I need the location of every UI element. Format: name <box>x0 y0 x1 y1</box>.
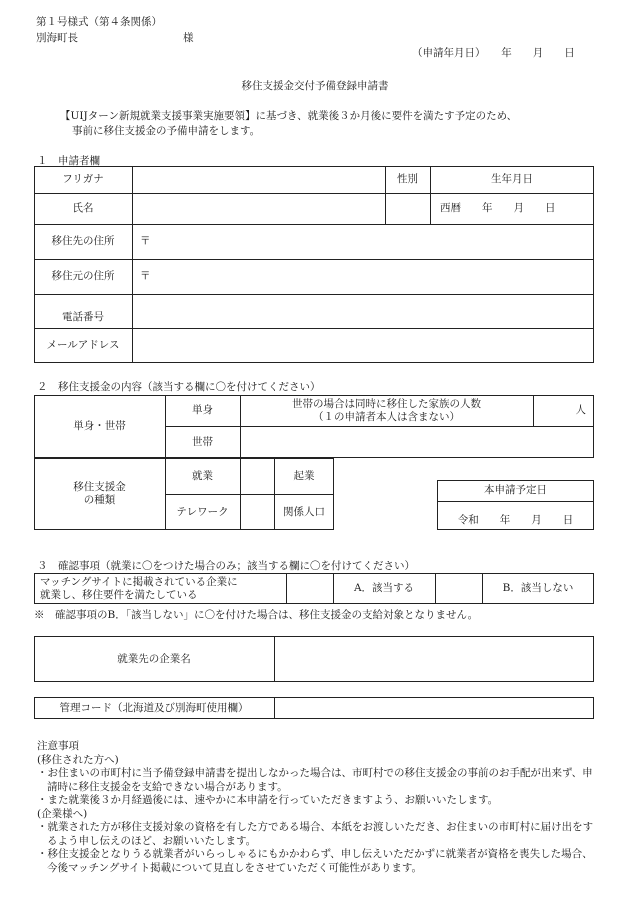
notes-bullet-4: ・移住支援金となりうる就業者がいらっしゃるにもかかわらず、申し伝えいただかずに就業者が資格を喪失した場合、今後マッチングサイト掲載について見直しをさせていただく可能性があります。 <box>37 848 593 874</box>
family-note-line-2: （１の申請者本人は含まない） <box>313 410 460 423</box>
new-address-label: 移住先の住所 <box>51 235 115 247</box>
family-count-field[interactable]: 人 <box>575 404 586 416</box>
scheduled-date-label: 本申請予定日 <box>484 484 547 496</box>
notes-bullet-3: ・就業された方が移住支援対象の資格を有した方である場合、本紙をお渡しいただき、お住まいの市町村に届け出をするよう申し伝えのほど、お願いいたします。 <box>37 821 594 847</box>
section2-heading: ２ 移住支援金の内容（該当する欄に〇を付けてください） <box>37 381 321 393</box>
startup-option[interactable]: 起業 <box>293 469 315 482</box>
section3-heading: ３ 確認事項（就業に〇をつけた場合のみ；該当する欄に〇を付けてください） <box>37 560 415 572</box>
email-field[interactable] <box>132 328 594 363</box>
support-type-label <box>34 458 165 530</box>
employer-label: 就業先の企業名 <box>117 652 191 665</box>
family-count-note <box>240 395 533 426</box>
management-code-field <box>274 697 594 719</box>
gender-field[interactable] <box>385 193 430 224</box>
notes-heading: 注意事項 <box>37 740 79 752</box>
birthdate-field[interactable]: 西暦 年 月 日 <box>440 202 556 214</box>
document-title: 移住支援金交付予備登録申請書 <box>241 80 389 92</box>
employment-option[interactable]: 就業 <box>192 469 213 482</box>
matching-line-1: マッチングサイトに掲載されている企業に <box>40 575 238 588</box>
family-note-line-1: 世帯の場合は同時に移住した家族の人数 <box>292 397 481 410</box>
notes-bullet-2: ・また就業後３か月経過後には、速やかに本申請を行っていただきますよう、お願いいたします。 <box>37 794 499 806</box>
phone-field[interactable] <box>132 294 594 328</box>
section1-heading: １ 申請者欄 <box>37 155 100 167</box>
household-option[interactable]: 世帯 <box>192 435 213 448</box>
new-address-field[interactable]: 〒 <box>140 235 151 247</box>
email-label: メールアドレス <box>46 339 120 351</box>
furigana-label: フリガナ <box>62 173 104 185</box>
scheduled-date-field[interactable]: 令和 年 月 日 <box>457 514 574 526</box>
related-population-option[interactable]: 関係人口 <box>283 505 325 518</box>
option-b-label: B．該当しない <box>502 582 574 594</box>
birthdate-label: 生年月日 <box>491 173 533 185</box>
intro-line-1: 【UIJターン新規就業支援事業実施要領】に基づき、就業後３か月後に要件を満たす予定のため、 <box>60 110 518 122</box>
single-household-label: 単身・世帯 <box>73 420 126 432</box>
intro-line-2: 事前に移住支援金の予備申請をします。 <box>72 125 261 137</box>
application-date: （申請年月日） 年 月 日 <box>412 47 575 59</box>
gender-label: 性別 <box>397 173 418 185</box>
management-code-label: 管理コード（北海道及び別海町使用欄） <box>59 701 249 714</box>
notes-section <box>37 740 597 875</box>
notes-bullet-1: ・お住まいの市町村に当予備登録申請書を提出しなかった場合は、市町村での移住支援金の事前のお手配が出来ず、申請時に移住支援金を支給できない場合があります。 <box>37 767 593 793</box>
option-b-checkbox[interactable] <box>435 573 482 604</box>
old-address-field[interactable]: 〒 <box>140 270 151 282</box>
matching-line-2: 就業し、移住要件を満たしている <box>40 588 198 601</box>
furigana-field[interactable] <box>132 166 385 193</box>
matching-site-question <box>40 573 286 604</box>
support-type-line-1: 移住支援金 <box>73 481 126 493</box>
notes-sub-movers: (移住された方へ) <box>37 753 119 766</box>
phone-label: 電話番号 <box>62 310 104 323</box>
support-type-line-2: の種類 <box>83 494 116 506</box>
employer-field[interactable] <box>274 636 594 682</box>
option-a-label: A．該当する <box>353 582 415 594</box>
telework-option[interactable]: テレワーク <box>176 505 229 518</box>
single-option[interactable]: 単身 <box>192 404 213 416</box>
form-number: 第１号様式（第４条関係） <box>36 16 162 28</box>
confirmation-warning: ※ 確認事項のB．「該当しない」に〇を付けた場合は、移住支援金の支給対象となりません。 <box>34 609 479 621</box>
notes-sub-companies: (企業様へ) <box>37 807 88 820</box>
name-label: 氏名 <box>72 202 94 214</box>
option-a-checkbox[interactable] <box>286 573 333 604</box>
old-address-label: 移住元の住所 <box>51 270 115 282</box>
addressee: 別海町長 様 <box>36 32 194 44</box>
name-field[interactable] <box>132 193 385 224</box>
